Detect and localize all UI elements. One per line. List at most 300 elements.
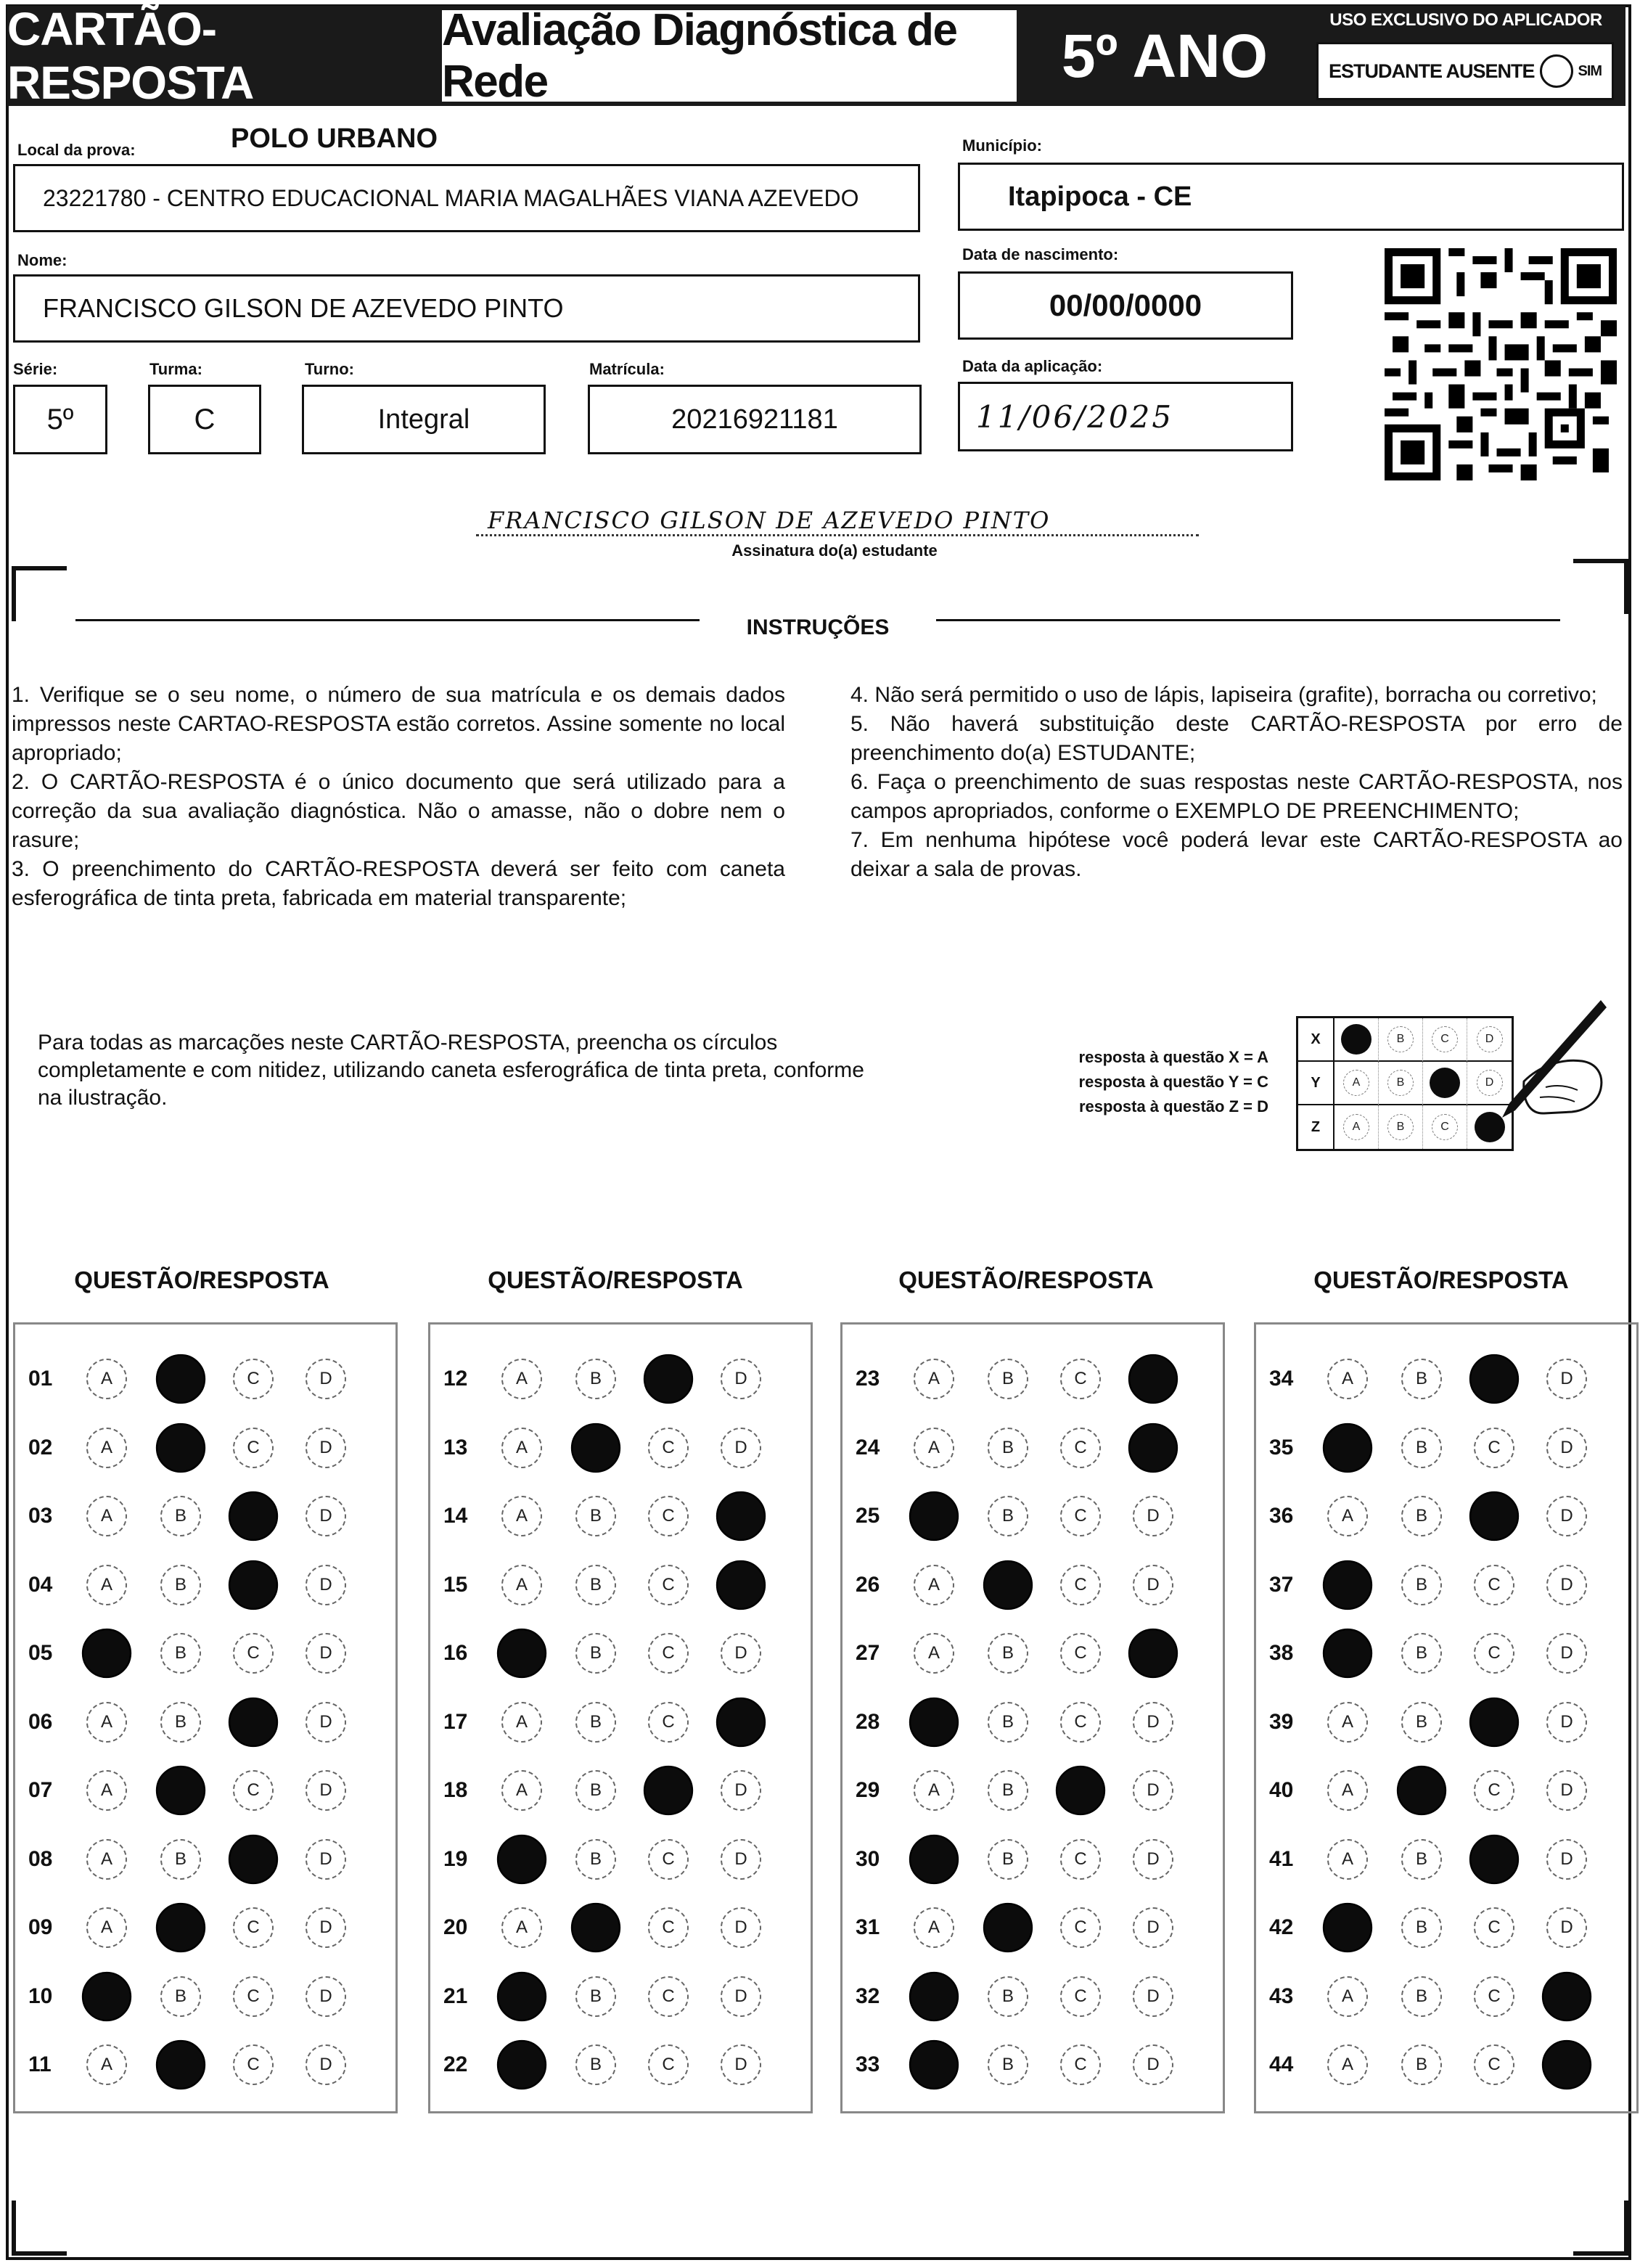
answer-bubble-04-c[interactable]: [229, 1560, 278, 1609]
answer-bubble-34-b[interactable]: B: [1401, 1359, 1442, 1399]
answer-bubble-06-b[interactable]: B: [160, 1702, 201, 1743]
question-number: 12: [443, 1367, 468, 1391]
answer-bubble-19-a[interactable]: [497, 1834, 546, 1883]
question-row-06: [15, 1688, 400, 1756]
question-row-21: [430, 1962, 815, 2031]
example-bubble-x-b: B: [1387, 1026, 1414, 1052]
question-number: 39: [1269, 1709, 1294, 1734]
answer-bubble-35-a[interactable]: [1323, 1422, 1372, 1472]
question-row-19: [430, 1825, 815, 1894]
question-number: 14: [443, 1504, 468, 1528]
matricula-label: Matrícula:: [589, 360, 665, 378]
answer-bubble-38-d[interactable]: D: [1546, 1633, 1587, 1674]
answer-bubble-14-c[interactable]: C: [648, 1496, 689, 1536]
question-row-29: [842, 1756, 1227, 1825]
answer-bubble-29-c[interactable]: [1056, 1766, 1105, 1815]
instructions-title: INSTRUÇÕES: [746, 615, 890, 639]
answer-bubble-04-d[interactable]: D: [306, 1565, 346, 1605]
answer-bubble-21-d[interactable]: D: [721, 1976, 761, 2017]
answer-bubble-06-a[interactable]: A: [86, 1702, 127, 1743]
answer-bubble-18-a[interactable]: A: [501, 1770, 542, 1811]
answer-bubble-14-b[interactable]: B: [575, 1496, 616, 1536]
answer-bubble-25-d[interactable]: D: [1133, 1496, 1173, 1536]
signature: FRANCISCO GILSON DE AZEVEDO PINTO: [488, 507, 1051, 534]
question-number: 19: [443, 1846, 468, 1871]
question-number: 40: [1269, 1778, 1294, 1802]
answer-bubble-27-a[interactable]: A: [914, 1633, 954, 1674]
example-row-label: Z: [1298, 1105, 1334, 1149]
answer-bubble-39-d[interactable]: D: [1546, 1702, 1587, 1743]
answer-bubble-42-d[interactable]: D: [1546, 1907, 1587, 1948]
answer-bubble-17-b[interactable]: B: [575, 1702, 616, 1743]
example-cell: [1334, 1062, 1379, 1105]
answer-bubble-34-d[interactable]: D: [1546, 1359, 1587, 1399]
example-bubble-x-d: D: [1477, 1026, 1503, 1052]
answer-bubble-13-d[interactable]: D: [721, 1428, 761, 1468]
answer-bubble-11-c[interactable]: C: [233, 2044, 274, 2085]
question-number: 33: [856, 2052, 880, 2076]
question-number: 32: [856, 1984, 880, 2008]
answer-bubble-37-b[interactable]: B: [1401, 1565, 1442, 1605]
answer-bubble-01-c[interactable]: C: [233, 1359, 274, 1399]
answer-bubble-10-d[interactable]: D: [306, 1976, 346, 2017]
nome-value: FRANCISCO GILSON DE AZEVEDO PINTO: [43, 293, 564, 323]
answer-bubble-17-d[interactable]: [716, 1697, 766, 1746]
answer-bubble-30-a[interactable]: [909, 1834, 959, 1883]
example-cell: [1379, 1062, 1423, 1105]
answer-bubble-33-d[interactable]: D: [1133, 2044, 1173, 2085]
answer-bubble-37-d[interactable]: D: [1546, 1565, 1587, 1605]
example-cell: [1379, 1105, 1423, 1149]
answer-bubble-20-c[interactable]: C: [648, 1907, 689, 1948]
question-number: 37: [1269, 1572, 1294, 1597]
question-row-08: [15, 1825, 400, 1894]
answer-bubble-16-d[interactable]: D: [721, 1633, 761, 1674]
answer-bubble-13-b[interactable]: [571, 1422, 620, 1472]
answer-bubble-01-d[interactable]: D: [306, 1359, 346, 1399]
answer-bubble-12-d[interactable]: D: [721, 1359, 761, 1399]
question-row-13: [430, 1414, 815, 1482]
question-row-05: [15, 1619, 400, 1687]
answer-bubble-36-c[interactable]: [1469, 1491, 1519, 1541]
answer-bubble-22-c[interactable]: C: [648, 2044, 689, 2085]
answer-panel-4: [1254, 1322, 1639, 2113]
question-number: 31: [856, 1915, 880, 1939]
answer-bubble-03-a[interactable]: A: [86, 1496, 127, 1536]
answers-title-3: QUESTÃO/RESPOSTA: [898, 1266, 1154, 1293]
answer-bubble-31-d[interactable]: D: [1133, 1907, 1173, 1948]
answer-bubble-08-b[interactable]: B: [160, 1839, 201, 1880]
answer-bubble-02-a[interactable]: A: [86, 1428, 127, 1468]
question-number: 30: [856, 1846, 880, 1871]
nome-field: [13, 274, 920, 343]
answer-bubble-26-d[interactable]: D: [1133, 1565, 1173, 1605]
answer-bubble-41-d[interactable]: D: [1546, 1839, 1587, 1880]
absent-bubble[interactable]: [1540, 54, 1573, 88]
turno-value: Integral: [377, 404, 470, 435]
question-number: 41: [1269, 1846, 1294, 1871]
question-row-12: [430, 1345, 815, 1413]
answer-bubble-02-b[interactable]: [156, 1422, 205, 1472]
example-row-label: X: [1298, 1018, 1334, 1062]
answer-bubble-40-c[interactable]: C: [1474, 1770, 1514, 1811]
answer-bubble-02-c[interactable]: C: [233, 1428, 274, 1468]
answer-bubble-17-c[interactable]: C: [648, 1702, 689, 1743]
answer-bubble-44-a[interactable]: A: [1327, 2044, 1368, 2085]
signature-label: Assinatura do(a) estudante: [731, 541, 938, 560]
nascimento-field: [958, 271, 1293, 340]
answer-bubble-23-d[interactable]: [1128, 1354, 1178, 1404]
answer-bubble-08-d[interactable]: D: [306, 1839, 346, 1880]
answer-bubble-12-a[interactable]: A: [501, 1359, 542, 1399]
answer-bubble-37-c[interactable]: C: [1474, 1565, 1514, 1605]
school-value: 23221780 - CENTRO EDUCACIONAL MARIA MAGALHÃES VIANA AZEVEDO: [43, 184, 859, 211]
answer-bubble-11-d[interactable]: D: [306, 2044, 346, 2085]
question-number: 11: [28, 2052, 52, 2076]
answer-bubble-43-c[interactable]: C: [1474, 1976, 1514, 2017]
example-bubble-x-a: [1341, 1024, 1372, 1055]
absent-label: ESTUDANTE AUSENTE: [1328, 60, 1535, 82]
question-number: 44: [1269, 2052, 1294, 2076]
answer-bubble-42-c[interactable]: C: [1474, 1907, 1514, 1948]
answer-bubble-32-b[interactable]: B: [988, 1976, 1028, 2017]
qr-code-icon: [1385, 248, 1617, 480]
answer-bubble-07-c[interactable]: C: [233, 1770, 274, 1811]
aplicacao-label: Data da aplicação:: [962, 357, 1103, 375]
answer-bubble-33-b[interactable]: B: [988, 2044, 1028, 2085]
answer-bubble-23-b[interactable]: B: [988, 1359, 1028, 1399]
answer-bubble-30-d[interactable]: D: [1133, 1839, 1173, 1880]
answer-bubble-16-a[interactable]: [497, 1629, 546, 1678]
answer-bubble-26-a[interactable]: A: [914, 1565, 954, 1605]
answer-bubble-44-d[interactable]: [1542, 2040, 1591, 2089]
answer-bubble-18-c[interactable]: [644, 1766, 693, 1815]
question-number: 05: [28, 1641, 53, 1665]
answer-bubble-25-a[interactable]: [909, 1491, 959, 1541]
answer-bubble-25-c[interactable]: C: [1060, 1496, 1101, 1536]
answer-bubble-31-c[interactable]: C: [1060, 1907, 1101, 1948]
answer-panel-1: [13, 1322, 398, 2113]
answer-bubble-37-a[interactable]: [1323, 1560, 1372, 1609]
answer-bubble-38-a[interactable]: [1323, 1629, 1372, 1678]
question-number: 22: [443, 2052, 468, 2076]
instruction-5: 5. Não haverá substituição deste CARTÃO-RESPOSTA por erro de preenchimento do(a) ESTUDANTE;: [850, 712, 1623, 765]
answer-bubble-24-a[interactable]: A: [914, 1428, 954, 1468]
answer-bubble-34-c[interactable]: [1469, 1354, 1519, 1404]
answer-bubble-22-a[interactable]: [497, 2040, 546, 2089]
answer-bubble-19-b[interactable]: B: [575, 1839, 616, 1880]
answer-bubble-09-d[interactable]: D: [306, 1907, 346, 1948]
answer-bubble-28-c[interactable]: C: [1060, 1702, 1101, 1743]
answer-bubble-02-d[interactable]: D: [306, 1428, 346, 1468]
example-line-x: resposta à questão X = A: [1078, 1048, 1268, 1066]
instructions-rule-left: [75, 619, 700, 621]
answer-bubble-24-d[interactable]: [1128, 1422, 1178, 1472]
question-row-23: [842, 1345, 1227, 1413]
fill-note: Para todas as marcações neste CARTÃO-RESPOSTA, preencha os círculos completamente e com nitidez, utilizando caneta esferográfica de tinta preta, conforme na ilustração.: [38, 1031, 864, 1110]
answer-bubble-28-d[interactable]: D: [1133, 1702, 1173, 1743]
answer-bubble-03-b[interactable]: B: [160, 1496, 201, 1536]
example-cell: [1334, 1018, 1379, 1062]
answer-bubble-15-b[interactable]: B: [575, 1565, 616, 1605]
answer-bubble-44-c[interactable]: C: [1474, 2044, 1514, 2085]
answer-bubble-22-d[interactable]: D: [721, 2044, 761, 2085]
example-bubble-z-b: B: [1387, 1114, 1414, 1140]
answer-bubble-18-d[interactable]: D: [721, 1770, 761, 1811]
answer-bubble-14-a[interactable]: A: [501, 1496, 542, 1536]
answer-bubble-44-b[interactable]: B: [1401, 2044, 1442, 2085]
question-row-28: [842, 1688, 1227, 1756]
local-value: POLO URBANO: [231, 123, 438, 154]
question-number: 20: [443, 1915, 468, 1939]
answer-bubble-08-c[interactable]: [229, 1834, 278, 1883]
answer-bubble-19-c[interactable]: C: [648, 1839, 689, 1880]
answer-bubble-20-b[interactable]: [571, 1903, 620, 1952]
example-bubble-x-c: C: [1432, 1026, 1458, 1052]
answer-bubble-26-c[interactable]: C: [1060, 1565, 1101, 1605]
turno-field: [302, 385, 546, 454]
answer-panel-3: [840, 1322, 1225, 2113]
answer-bubble-15-a[interactable]: A: [501, 1565, 542, 1605]
nome-label: Nome:: [17, 251, 67, 269]
pen-hand-icon: [1459, 994, 1608, 1132]
answer-bubble-33-c[interactable]: C: [1060, 2044, 1101, 2085]
example-cell: [1334, 1105, 1379, 1149]
example-bubble-z-c: C: [1432, 1114, 1458, 1140]
applicator-section: [1306, 6, 1625, 106]
answer-bubble-19-d[interactable]: D: [721, 1839, 761, 1880]
instruction-1: 1. Verifique se o seu nome, o número de sua matrícula e os demais dados impressos neste CARTAO-RESPOSTA estão corretos. Assine somente no local apropriado;: [12, 683, 785, 765]
example-bubble-y-d: D: [1477, 1070, 1503, 1096]
answer-bubble-35-b[interactable]: B: [1401, 1428, 1442, 1468]
answer-bubble-36-a[interactable]: A: [1327, 1496, 1368, 1536]
question-row-02: [15, 1414, 400, 1482]
answer-bubble-05-a[interactable]: [82, 1629, 131, 1678]
serie-field: [13, 385, 107, 454]
answer-bubble-23-a[interactable]: A: [914, 1359, 954, 1399]
answer-bubble-21-c[interactable]: C: [648, 1976, 689, 2017]
answer-bubble-27-c[interactable]: C: [1060, 1633, 1101, 1674]
question-number: 08: [28, 1846, 53, 1871]
answer-bubble-24-b[interactable]: B: [988, 1428, 1028, 1468]
answer-bubble-06-c[interactable]: [229, 1697, 278, 1746]
question-number: 42: [1269, 1915, 1294, 1939]
answer-bubble-06-d[interactable]: D: [306, 1702, 346, 1743]
serie-value: 5º: [46, 403, 74, 435]
question-number: 04: [28, 1572, 53, 1597]
nascimento-label: Data de nascimento:: [962, 245, 1119, 263]
answer-bubble-07-d[interactable]: D: [306, 1770, 346, 1811]
answer-bubble-28-b[interactable]: B: [988, 1702, 1028, 1743]
question-number: 06: [28, 1709, 53, 1734]
answer-bubble-18-b[interactable]: B: [575, 1770, 616, 1811]
answer-bubble-10-a[interactable]: [82, 1971, 131, 2021]
answer-bubble-39-b[interactable]: B: [1401, 1702, 1442, 1743]
answer-bubble-07-a[interactable]: A: [86, 1770, 127, 1811]
answer-bubble-27-d[interactable]: [1128, 1629, 1178, 1678]
answer-bubble-01-b[interactable]: [156, 1354, 205, 1404]
answer-panel-2: [428, 1322, 813, 2113]
question-number: 35: [1269, 1435, 1294, 1460]
answer-bubble-13-a[interactable]: A: [501, 1428, 542, 1468]
answer-bubble-11-b[interactable]: [156, 2040, 205, 2089]
answer-bubble-12-c[interactable]: [644, 1354, 693, 1404]
answer-bubble-09-c[interactable]: C: [233, 1907, 274, 1948]
answer-bubble-03-c[interactable]: [229, 1491, 278, 1541]
question-row-31: [842, 1894, 1227, 1962]
turma-value: C: [194, 403, 216, 435]
answer-bubble-42-a[interactable]: [1323, 1903, 1372, 1952]
question-row-37: [1256, 1551, 1640, 1619]
corner-mark-bottom-right: [1573, 2201, 1628, 2256]
answer-bubble-10-b[interactable]: B: [160, 1976, 201, 2017]
turma-label: Turma:: [149, 360, 202, 378]
answer-bubble-23-c[interactable]: C: [1060, 1359, 1101, 1399]
answer-bubble-14-d[interactable]: [716, 1491, 766, 1541]
example-bubble-y-b: B: [1387, 1070, 1414, 1096]
answer-bubble-29-b[interactable]: B: [988, 1770, 1028, 1811]
answer-bubble-32-d[interactable]: D: [1133, 1976, 1173, 2017]
answer-bubble-40-a[interactable]: A: [1327, 1770, 1368, 1811]
question-row-03: [15, 1482, 400, 1550]
question-row-44: [1256, 2031, 1640, 2099]
question-row-36: [1256, 1482, 1640, 1550]
answer-bubble-10-c[interactable]: C: [233, 1976, 274, 2017]
answer-bubble-30-c[interactable]: C: [1060, 1839, 1101, 1880]
answer-bubble-29-d[interactable]: D: [1133, 1770, 1173, 1811]
answer-bubble-26-b[interactable]: [983, 1560, 1033, 1609]
answer-bubble-16-c[interactable]: C: [648, 1633, 689, 1674]
answer-bubble-40-d[interactable]: D: [1546, 1770, 1587, 1811]
question-number: 15: [443, 1572, 468, 1597]
grade-label: 5º ANO: [1023, 6, 1306, 106]
answer-bubble-31-b[interactable]: [983, 1903, 1033, 1952]
answer-bubble-41-a[interactable]: A: [1327, 1839, 1368, 1880]
answer-bubble-36-b[interactable]: B: [1401, 1496, 1442, 1536]
answer-bubble-34-a[interactable]: A: [1327, 1359, 1368, 1399]
answer-bubble-31-a[interactable]: A: [914, 1907, 954, 1948]
answer-bubble-13-c[interactable]: C: [648, 1428, 689, 1468]
question-number: 17: [443, 1709, 468, 1734]
answer-bubble-43-a[interactable]: A: [1327, 1976, 1368, 2017]
answer-bubble-38-b[interactable]: B: [1401, 1633, 1442, 1674]
answer-bubble-41-c[interactable]: [1469, 1834, 1519, 1883]
question-number: 43: [1269, 1984, 1294, 2008]
answer-bubble-43-b[interactable]: B: [1401, 1976, 1442, 2017]
municipio-field: [958, 163, 1624, 231]
instructions-right: [850, 681, 1623, 884]
answer-bubble-35-d[interactable]: D: [1546, 1428, 1587, 1468]
answer-bubble-28-a[interactable]: [909, 1697, 959, 1746]
question-number: 09: [28, 1915, 53, 1939]
answer-bubble-38-c[interactable]: C: [1474, 1633, 1514, 1674]
answer-bubble-41-b[interactable]: B: [1401, 1839, 1442, 1880]
question-number: 16: [443, 1641, 468, 1665]
question-row-24: [842, 1414, 1227, 1482]
answer-bubble-27-b[interactable]: B: [988, 1633, 1028, 1674]
answer-bubble-20-d[interactable]: D: [721, 1907, 761, 1948]
answer-bubble-33-a[interactable]: [909, 2040, 959, 2089]
question-row-30: [842, 1825, 1227, 1894]
answer-bubble-39-c[interactable]: [1469, 1697, 1519, 1746]
instruction-4: 4. Não será permitido o uso de lápis, lapiseira (grafite), borracha ou corretivo;: [850, 683, 1597, 707]
answer-bubble-21-a[interactable]: [497, 1971, 546, 2021]
answer-bubble-16-b[interactable]: B: [575, 1633, 616, 1674]
question-number: 27: [856, 1641, 880, 1665]
answer-bubble-29-a[interactable]: A: [914, 1770, 954, 1811]
answer-bubble-04-b[interactable]: B: [160, 1565, 201, 1605]
answer-bubble-24-c[interactable]: C: [1060, 1428, 1101, 1468]
answer-bubble-21-b[interactable]: B: [575, 1976, 616, 2017]
answer-bubble-36-d[interactable]: D: [1546, 1496, 1587, 1536]
question-row-34: [1256, 1345, 1640, 1413]
answer-bubble-17-a[interactable]: A: [501, 1702, 542, 1743]
answer-bubble-30-b[interactable]: B: [988, 1839, 1028, 1880]
answer-bubble-03-d[interactable]: D: [306, 1496, 346, 1536]
answer-bubble-01-a[interactable]: A: [86, 1359, 127, 1399]
aplicacao-value: 11/06/2025: [976, 398, 1174, 435]
answer-bubble-12-b[interactable]: B: [575, 1359, 616, 1399]
question-number: 26: [856, 1572, 880, 1597]
question-row-10: [15, 1962, 400, 2031]
answer-bubble-09-a[interactable]: A: [86, 1907, 127, 1948]
municipio-label: Município:: [962, 136, 1042, 155]
question-number: 36: [1269, 1504, 1294, 1528]
answer-bubble-25-b[interactable]: B: [988, 1496, 1028, 1536]
question-row-18: [430, 1756, 815, 1825]
question-row-35: [1256, 1414, 1640, 1482]
answer-bubble-09-b[interactable]: [156, 1903, 205, 1952]
question-number: 18: [443, 1778, 468, 1802]
answer-bubble-40-b[interactable]: [1397, 1766, 1446, 1815]
local-label: Local da prova:: [17, 141, 136, 159]
answer-bubble-32-a[interactable]: [909, 1971, 959, 2021]
answer-bubble-11-a[interactable]: A: [86, 2044, 127, 2085]
answer-bubble-08-a[interactable]: A: [86, 1839, 127, 1880]
answer-bubble-35-c[interactable]: C: [1474, 1428, 1514, 1468]
question-row-22: [430, 2031, 815, 2099]
answer-bubble-22-b[interactable]: B: [575, 2044, 616, 2085]
corner-mark-bottom-left: [12, 2201, 67, 2256]
turno-label: Turno:: [305, 360, 355, 378]
answer-bubble-32-c[interactable]: C: [1060, 1976, 1101, 2017]
question-row-26: [842, 1551, 1227, 1619]
absent-box: [1316, 42, 1614, 100]
answers-title-2: QUESTÃO/RESPOSTA: [488, 1266, 743, 1293]
answer-bubble-43-d[interactable]: [1542, 1971, 1591, 2021]
example-line-y: resposta à questão Y = C: [1078, 1073, 1268, 1091]
answer-bubble-20-a[interactable]: A: [501, 1907, 542, 1948]
answer-bubble-05-b[interactable]: B: [160, 1633, 201, 1674]
answer-bubble-15-c[interactable]: C: [648, 1565, 689, 1605]
question-row-32: [842, 1962, 1227, 2031]
answer-bubble-04-a[interactable]: A: [86, 1565, 127, 1605]
question-row-11: [15, 2031, 400, 2099]
question-number: 38: [1269, 1641, 1294, 1665]
question-row-16: [430, 1619, 815, 1687]
instructions-rule-right: [936, 619, 1560, 621]
question-number: 03: [28, 1504, 53, 1528]
question-row-40: [1256, 1756, 1640, 1825]
answer-bubble-39-a[interactable]: A: [1327, 1702, 1368, 1743]
turma-field: [148, 385, 261, 454]
answer-bubble-07-b[interactable]: [156, 1766, 205, 1815]
answer-bubble-05-c[interactable]: C: [233, 1633, 274, 1674]
answer-bubble-42-b[interactable]: B: [1401, 1907, 1442, 1948]
signature-line: [476, 504, 1199, 536]
answer-bubble-15-d[interactable]: [716, 1560, 766, 1609]
answer-bubble-05-d[interactable]: D: [306, 1633, 346, 1674]
